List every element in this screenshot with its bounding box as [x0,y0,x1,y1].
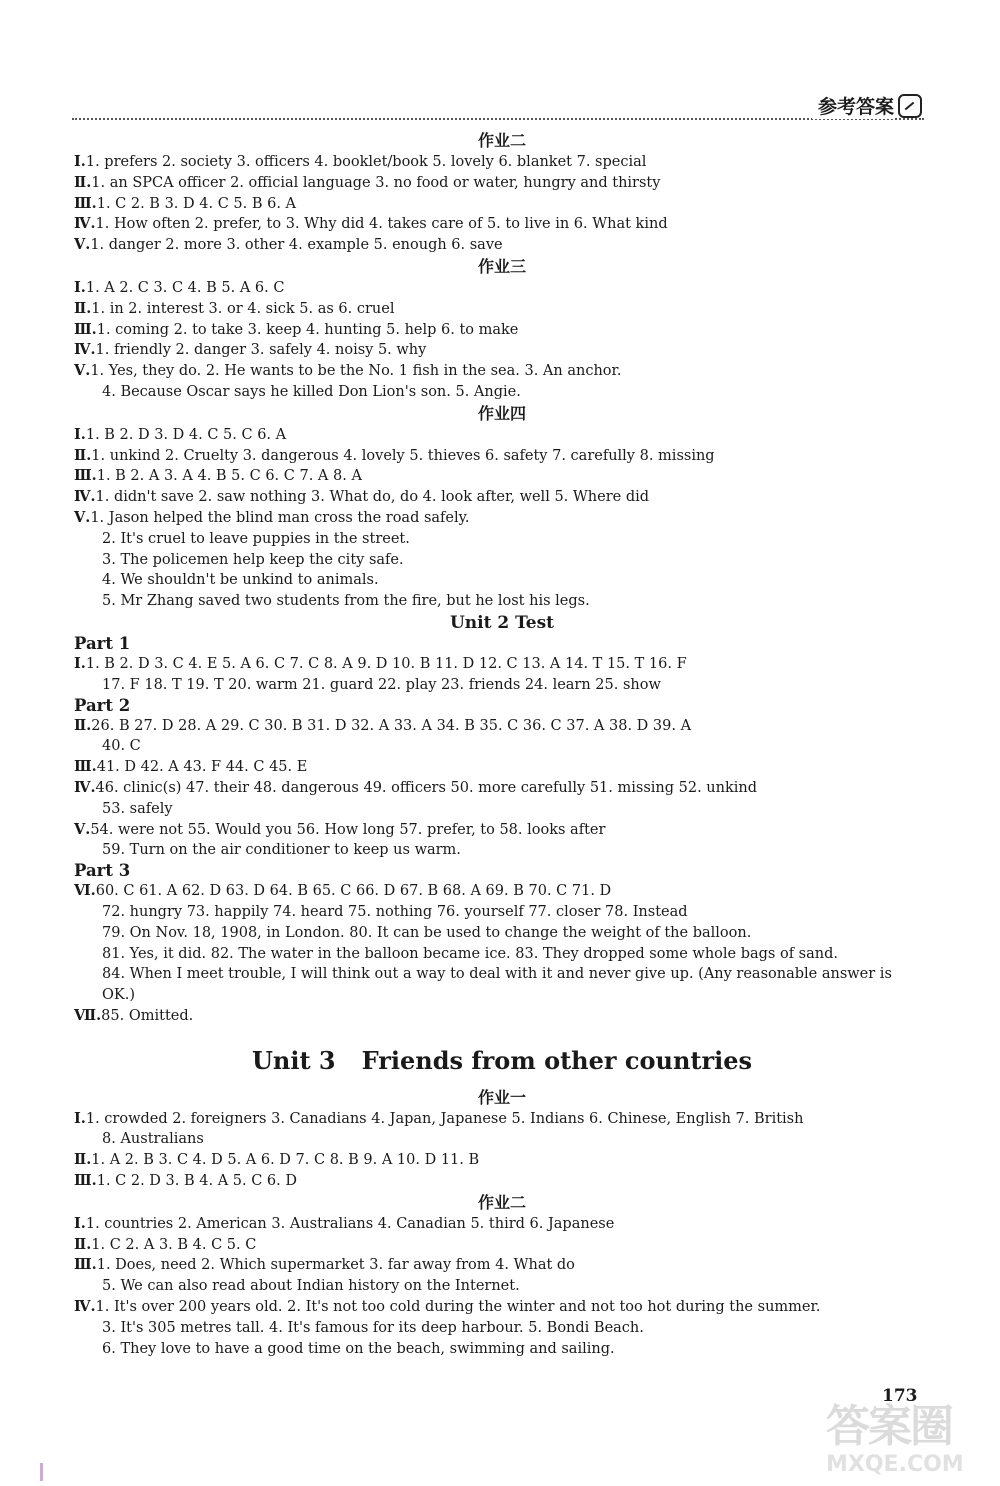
answer-line [74,214,930,235]
answer-line-continued: 8. Australians [102,1131,204,1148]
answer-text: 46. clinic(s) 47. their 48. dangerous 49. officers 50. more carefully 51. missing 52. unkind [95,779,758,796]
answer-line [74,1006,930,1027]
roman-numeral: Ⅱ. [74,716,92,734]
answer-line-continued: 59. Turn on the air conditioner to keep us warm. [102,842,461,859]
answer-line-continued: 72. hungry 73. happily 74. heard 75. nothing 76. yourself 77. closer 78. Instead [102,903,688,920]
answer-text: 1. Jason helped the blind man cross the road safely. [90,509,470,526]
answer-text: 1. B 2. D 3. C 4. E 5. A 6. C 7. C 8. A 9. D 10. B 11. D 12. C 13. A 14. T 15. T 16. F [85,655,687,672]
answer-text: 1. How often 2. prefer, to 3. Why did 4. takes care of 5. to live in 6. What kind [95,216,668,233]
answer-text: 1. unkind 2. Cruelty 3. dangerous 4. lovely 5. thieves 6. safety 7. carefully 8. missing [91,447,715,464]
part-heading: Part 3 [74,861,131,881]
answer-line-continued: 5. Mr Zhang saved two students from the fire, but he lost his legs. [102,593,590,610]
part-heading: Part 1 [74,633,131,653]
answer-line [74,778,930,799]
answer-text: 1. danger 2. more 3. other 4. example 5. enough 6. save [90,237,503,254]
part-heading: Part 2 [74,695,131,715]
answer-line [74,820,930,841]
pen-icon [898,94,922,118]
unit-test-heading: Unit 2 Test [449,612,555,633]
answer-line [74,508,930,529]
answer-text: 1. crowded 2. foreigners 3. Canadians 4. Japan, Japanese 5. Indians 6. Chinese, English 7. British [85,1110,804,1127]
answer-text: 1. coming 2. to take 3. keep 4. hunting 5. help 6. to make [96,321,519,338]
roman-numeral: Ⅲ. [74,194,97,212]
roman-numeral: Ⅰ. [74,654,86,672]
answer-line-continued: 6. They love to have a good time on the beach, swimming and sailing. [102,1340,615,1357]
homework-heading: 作业四 [477,403,526,423]
answer-text: 1. didn't save 2. saw nothing 3. What do, do 4. look after, well 5. Where did [95,489,650,506]
answer-text: 41. D 42. A 43. F 44. C 45. E [96,759,308,776]
header-title: 参考答案 [812,92,894,119]
roman-numeral: Ⅴ. [74,820,91,838]
answer-text: 26. B 27. D 28. A 29. C 30. B 31. D 32. A 33. A 34. B 35. C 36. C 37. A 38. D 39. A [91,717,692,734]
answer-text: 1. an SPCA officer 2. official language 3. no food or water, hungry and thirsty [91,174,661,191]
answer-line [74,1255,930,1276]
roman-numeral: Ⅴ. [74,236,91,254]
watermark-main: 答案圈 [826,1401,952,1452]
answer-line [74,487,930,508]
answer-text: 1. countries 2. American 3. Australians 4. Canadian 5. third 6. Japanese [85,1215,615,1232]
roman-numeral: Ⅲ. [74,758,97,776]
roman-numeral: Ⅰ. [74,1214,86,1232]
roman-numeral: Ⅳ. [74,778,96,796]
answer-line-continued: 84. When I meet trouble, I will think out a way to deal with it and never give up. (Any reasonable answer is [102,966,892,983]
unit-title [74,1041,930,1081]
answer-line-continued: 2. It's cruel to leave puppies in the street. [102,530,410,547]
answer-line-continued: 17. F 18. T 19. T 20. warm 21. guard 22. play 23. friends 24. learn 25. show [102,676,661,693]
watermark-sub: MXQE.COM [826,1452,964,1477]
answer-line [74,446,930,467]
homework-heading: 作业二 [477,131,526,150]
answer-line-continued: 4. Because Oscar says he killed Don Lion's son. 5. Angie. [102,383,521,400]
answer-text: 54. were not 55. Would you 56. How long 57. prefer, to 58. looks after [90,821,606,838]
unit-number: Unit 3 [251,1045,336,1075]
answer-line [74,425,930,446]
answer-line [74,299,930,320]
roman-numeral: Ⅲ. [74,1172,97,1190]
answer-line [74,361,930,382]
roman-numeral: Ⅴ. [74,362,91,380]
roman-numeral: Ⅵ. [74,882,96,900]
answer-line-continued: OK.) [102,987,135,1004]
answer-text: 1. C 2. D 3. B 4. A 5. C 6. D [96,1173,297,1190]
answer-line [74,1214,930,1235]
answer-line [74,1235,930,1256]
homework-heading: 作业二 [477,1192,526,1212]
homework-heading: 作业一 [477,1087,526,1107]
answer-line [74,757,930,778]
answer-line [74,320,930,341]
answer-text: 1. C 2. B 3. D 4. C 5. B 6. A [96,195,297,212]
roman-numeral: Ⅲ. [74,320,97,338]
answer-text: 1. A 2. C 3. C 4. B 5. A 6. C [85,279,285,296]
homework-heading: 作业三 [477,256,526,276]
roman-numeral: Ⅰ. [74,1109,86,1127]
answer-line [74,1109,930,1130]
page-header [72,92,924,122]
answer-content [74,130,930,1359]
answer-line-continued: 81. Yes, it did. 82. The water in the balloon became ice. 83. They dropped some whole bags of sand. [102,945,839,962]
answer-line-continued: 5. We can also read about Indian history on the Internet. [102,1278,520,1295]
roman-numeral: Ⅱ. [74,1235,92,1253]
roman-numeral: Ⅳ. [74,1298,96,1316]
watermark-logo [826,1402,986,1482]
roman-numeral: Ⅰ. [74,425,86,443]
answer-line [74,1150,930,1171]
answer-line-continued: 4. We shouldn't be unkind to animals. [102,572,379,589]
answer-line [74,235,930,256]
roman-numeral: Ⅱ. [74,446,92,464]
answer-line [74,1297,930,1318]
answer-line [74,340,930,361]
answer-line [74,881,930,902]
roman-numeral: Ⅳ. [74,215,96,233]
answer-text: 1. B 2. A 3. A 4. B 5. C 6. C 7. A 8. A [96,468,362,485]
roman-numeral: Ⅰ. [74,278,86,296]
roman-numeral: Ⅰ. [74,153,86,170]
answer-line-continued: 53. safely [102,800,173,817]
answer-line [74,152,930,173]
answer-line-continued: 79. On Nov. 18, 1908, in London. 80. It can be used to change the weight of the balloon. [102,924,752,941]
answer-line [74,278,930,299]
answer-line [74,194,930,215]
answer-line-continued: 3. It's 305 metres tall. 4. It's famous for its deep harbour. 5. Bondi Beach. [102,1319,644,1336]
unit-name: Friends from other countries [361,1045,753,1075]
answer-text: 1. friendly 2. danger 3. safely 4. noisy 5. why [95,342,427,359]
roman-numeral: Ⅱ. [74,173,92,191]
roman-numeral: Ⅴ. [74,508,91,526]
page-number: 173 [882,1386,918,1406]
answer-line [74,466,930,487]
header-dotted-rule [72,118,924,120]
answer-text: 1. It's over 200 years old. 2. It's not too cold during the winter and not too hot during the summer. [95,1299,821,1316]
answer-text: 1. prefers 2. society 3. officers 4. booklet/book 5. lovely 6. blanket 7. special [85,154,647,170]
answer-text: 1. C 2. A 3. B 4. C 5. C [91,1236,257,1253]
margin-mark [40,1463,43,1481]
answer-text: 1. Does, need 2. Which supermarket 3. far away from 4. What do [96,1257,575,1274]
answer-text: 85. Omitted. [101,1007,194,1024]
answer-text: 1. B 2. D 3. D 4. C 5. C 6. A [85,426,287,443]
answer-text: 1. A 2. B 3. C 4. D 5. A 6. D 7. C 8. B 9. A 10. D 11. B [91,1152,480,1169]
roman-numeral: Ⅱ. [74,299,92,317]
roman-numeral: Ⅲ. [74,1256,97,1274]
roman-numeral: Ⅳ. [74,488,96,506]
roman-numeral: Ⅶ. [74,1006,102,1024]
answer-line [74,716,930,737]
answer-text: 1. in 2. interest 3. or 4. sick 5. as 6. cruel [91,300,395,317]
answer-line [74,1171,930,1192]
answer-line [74,654,930,675]
answer-line-continued: 3. The policemen help keep the city safe. [102,551,404,568]
roman-numeral: Ⅱ. [74,1151,92,1169]
roman-numeral: Ⅳ. [74,341,96,359]
answer-text: 60. C 61. A 62. D 63. D 64. B 65. C 66. D 67. B 68. A 69. B 70. C 71. D [95,883,612,900]
answer-line-continued: 40. C [102,738,141,755]
answer-text: 1. Yes, they do. 2. He wants to be the No. 1 fish in the sea. 3. An anchor. [90,363,622,380]
roman-numeral: Ⅲ. [74,467,97,485]
answer-line [74,173,930,194]
